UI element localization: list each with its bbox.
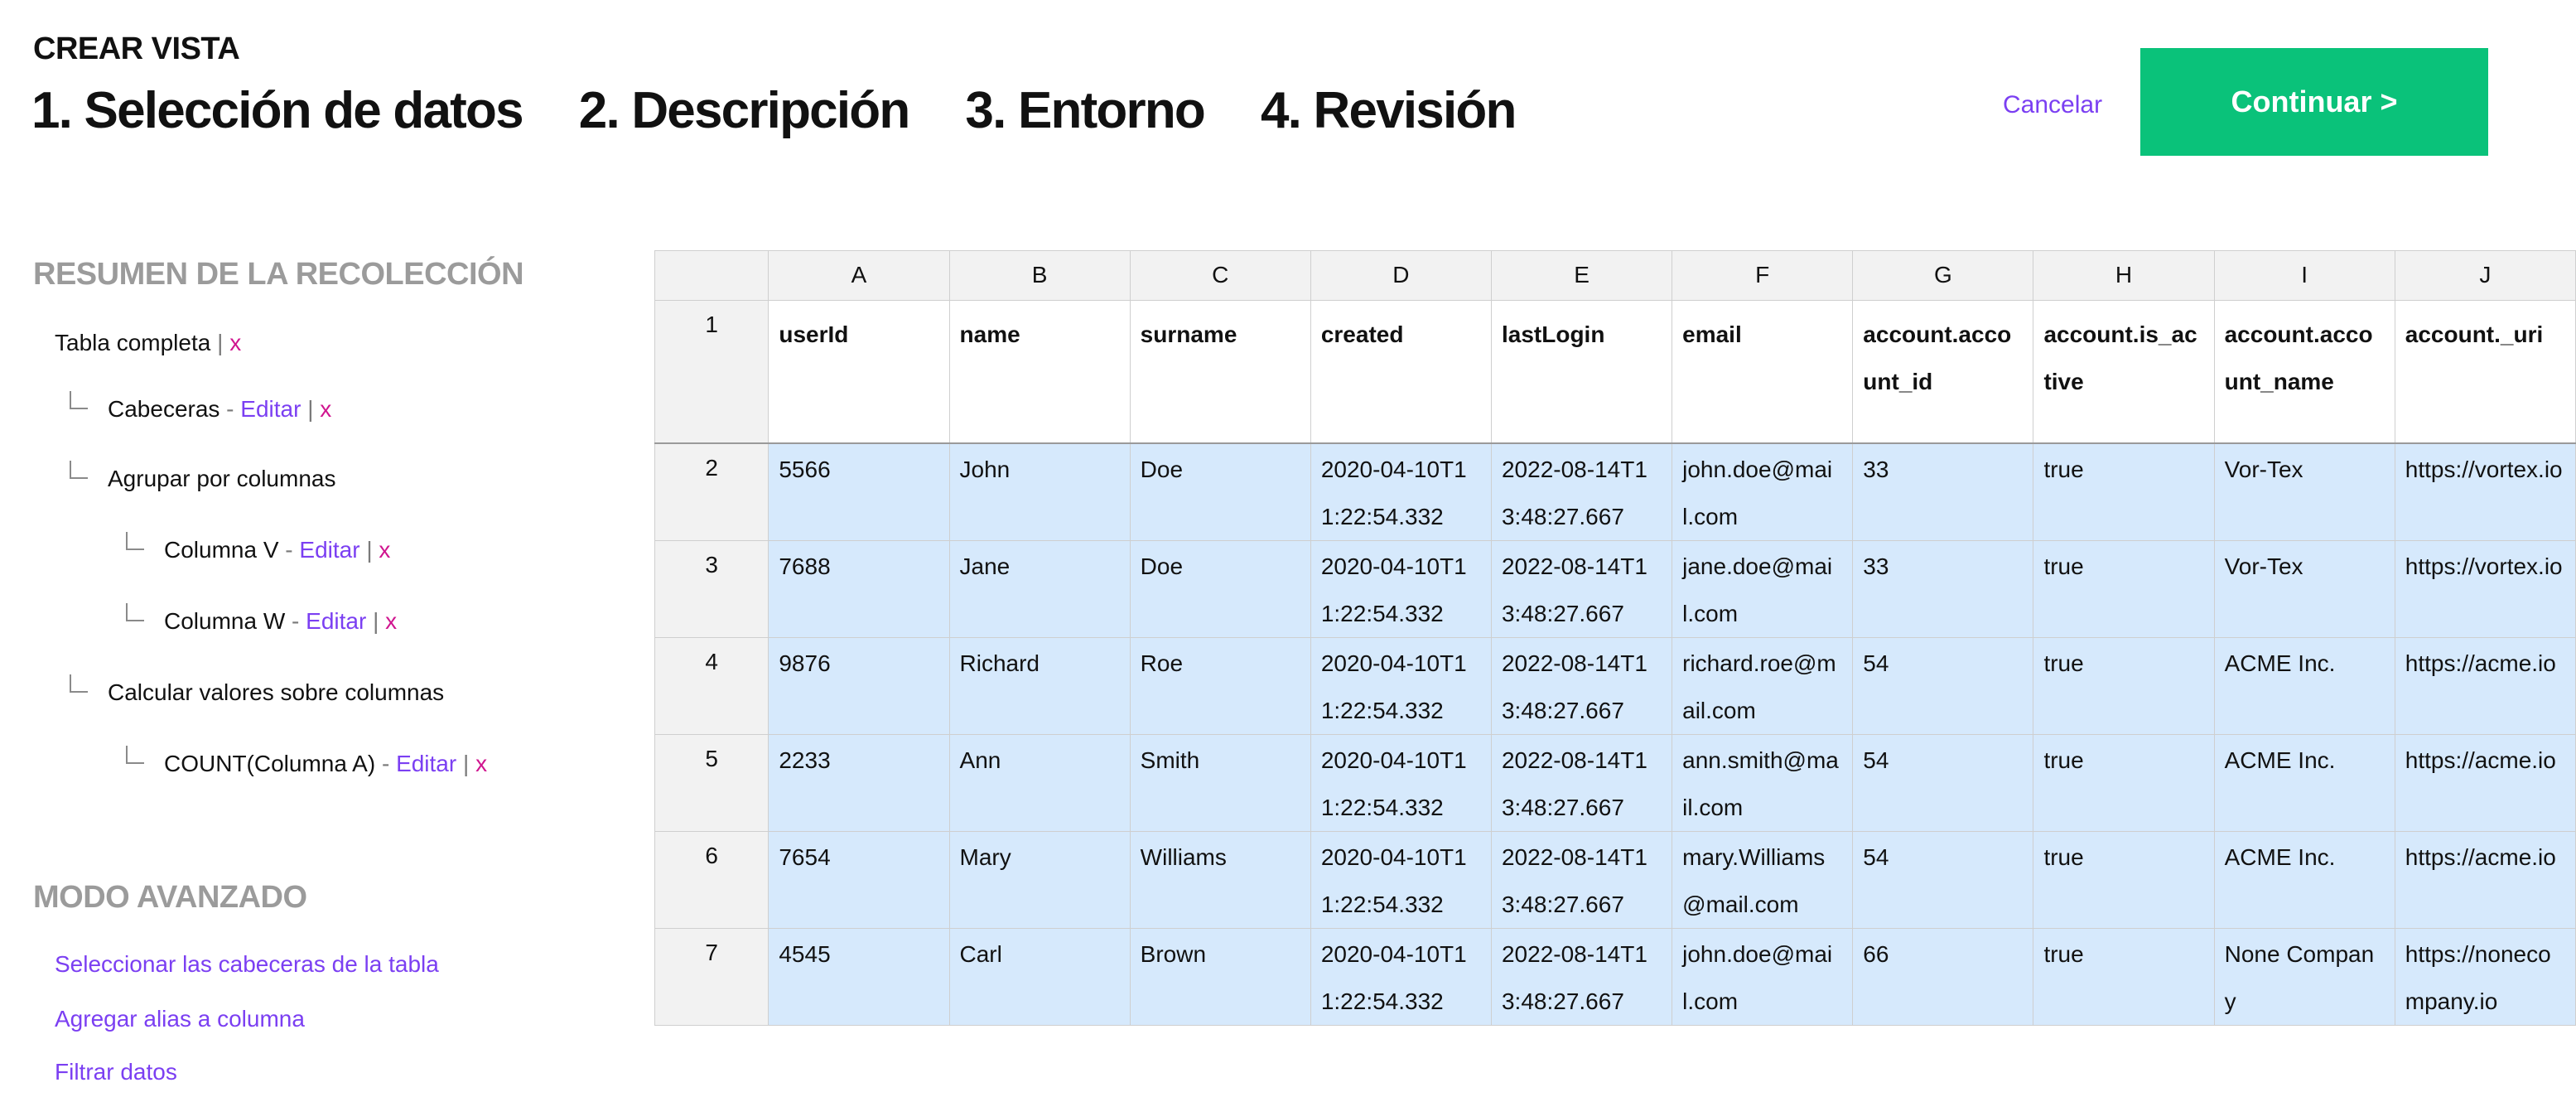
column-header-cell[interactable]: account.is_active [2033, 301, 2214, 443]
row-number[interactable]: 5 [655, 734, 769, 831]
row-number[interactable]: 4 [655, 637, 769, 734]
row-number[interactable]: 7 [655, 928, 769, 1025]
page-label: CREAR VISTA [33, 31, 240, 66]
summary-item [164, 608, 397, 635]
tree-connector-icon [70, 674, 88, 693]
column-letter-header[interactable]: I [2214, 251, 2395, 301]
table-row [655, 928, 2576, 1025]
remove-icon[interactable]: x [320, 396, 332, 422]
column-letter-header[interactable]: G [1853, 251, 2033, 301]
summary-item [108, 466, 335, 492]
summary-item-label: Agrupar por columnas [108, 466, 336, 491]
table-cell[interactable]: 54 [1853, 734, 2033, 831]
table-cell[interactable]: https://vortex.io [2395, 540, 2575, 637]
column-header-cell[interactable]: name [949, 301, 1130, 443]
table-cell[interactable]: 54 [1853, 637, 2033, 734]
table-cell[interactable]: 2022-08-14T13:48:27.667 [1491, 443, 1672, 541]
edit-link[interactable]: Editar [240, 396, 301, 422]
table-cell[interactable]: john.doe@mail.com [1672, 443, 1853, 541]
separator-pipe: | [301, 396, 321, 422]
summary-item [55, 330, 241, 356]
table-cell[interactable]: Jane [949, 540, 1130, 637]
table-cell[interactable]: https://acme.io [2395, 831, 2575, 928]
table-cell[interactable]: ann.smith@mail.com [1672, 734, 1853, 831]
column-header-cell[interactable]: created [1310, 301, 1491, 443]
table-cell[interactable]: Carl [949, 928, 1130, 1025]
column-header-cell[interactable]: lastLogin [1491, 301, 1672, 443]
table-cell[interactable]: Smith [1130, 734, 1310, 831]
table-cell[interactable]: https://nonecompany.io [2395, 928, 2575, 1025]
column-header-cell[interactable]: account.account_name [2214, 301, 2395, 443]
column-header-cell[interactable]: account.account_id [1853, 301, 2033, 443]
edit-link[interactable]: Editar [299, 537, 360, 563]
table-row [655, 637, 2576, 734]
tree-connector-icon [126, 746, 144, 764]
table-cell[interactable]: Vor-Tex [2214, 443, 2395, 541]
table-cell[interactable]: 5566 [769, 443, 949, 541]
remove-icon[interactable]: x [475, 751, 488, 776]
step-description[interactable]: 2. Descripción [578, 82, 909, 139]
table-cell[interactable]: true [2033, 734, 2214, 831]
tree-connector-icon [126, 532, 144, 550]
table-cell[interactable]: ACME Inc. [2214, 637, 2395, 734]
continue-button[interactable]: Continuar > [2140, 48, 2488, 156]
table-cell[interactable]: richard.roe@mail.com [1672, 637, 1853, 734]
table-cell[interactable]: Williams [1130, 831, 1310, 928]
remove-icon[interactable]: x [385, 608, 398, 634]
column-header-cell[interactable]: surname [1130, 301, 1310, 443]
table-cell[interactable]: 2022-08-14T13:48:27.667 [1491, 637, 1672, 734]
grid-corner-cell[interactable] [655, 251, 769, 301]
row-number[interactable]: 6 [655, 831, 769, 928]
table-cell[interactable]: Richard [949, 637, 1130, 734]
row-number[interactable]: 3 [655, 540, 769, 637]
table-cell[interactable]: 2022-08-14T13:48:27.667 [1491, 928, 1672, 1025]
table-cell[interactable]: 2022-08-14T13:48:27.667 [1491, 734, 1672, 831]
column-letter-header[interactable]: E [1491, 251, 1672, 301]
table-cell[interactable]: https://acme.io [2395, 734, 2575, 831]
table-cell[interactable]: 2020-04-10T11:22:54.332 [1310, 734, 1491, 831]
column-letter-header[interactable]: D [1310, 251, 1491, 301]
table-cell[interactable]: john.doe@mail.com [1672, 928, 1853, 1025]
table-cell[interactable]: mary.Williams@mail.com [1672, 831, 1853, 928]
separator-dash: - [278, 537, 300, 563]
table-cell[interactable]: John [949, 443, 1130, 541]
column-letter-header[interactable]: C [1130, 251, 1310, 301]
advanced-mode-title: MODO AVANZADO [33, 880, 307, 915]
table-cell[interactable]: https://vortex.io [2395, 443, 2575, 541]
column-letters-row [655, 251, 2576, 301]
table-cell[interactable]: 2020-04-10T11:22:54.332 [1310, 831, 1491, 928]
table-row [655, 540, 2576, 637]
table-cell[interactable]: 4545 [769, 928, 949, 1025]
remove-icon[interactable]: x [229, 330, 242, 355]
table-row [655, 443, 2576, 541]
table-cell[interactable]: 33 [1853, 540, 2033, 637]
separator-pipe: | [359, 537, 379, 563]
tree-connector-icon [70, 461, 88, 479]
column-letter-header[interactable]: A [769, 251, 949, 301]
table-cell[interactable]: Doe [1130, 540, 1310, 637]
summary-item-label: Tabla completa [55, 330, 211, 355]
table-cell[interactable]: Roe [1130, 637, 1310, 734]
table-cell[interactable]: 7688 [769, 540, 949, 637]
row-number[interactable]: 2 [655, 443, 769, 541]
tree-connector-icon [126, 603, 144, 621]
table-cell[interactable]: 2020-04-10T11:22:54.332 [1310, 443, 1491, 541]
column-letter-header[interactable]: B [949, 251, 1130, 301]
row-number[interactable]: 1 [655, 301, 769, 443]
summary-item [164, 751, 487, 777]
table-cell[interactable]: Mary [949, 831, 1130, 928]
table-cell[interactable]: true [2033, 831, 2214, 928]
data-grid [654, 250, 2563, 1021]
summary-item-label: Calcular valores sobre columnas [108, 679, 445, 705]
step-review[interactable]: 4. Revisión [1260, 82, 1516, 139]
table-cell[interactable]: true [2033, 637, 2214, 734]
table-cell[interactable]: 2020-04-10T11:22:54.332 [1310, 928, 1491, 1025]
table-row [655, 734, 2576, 831]
separator-pipe: | [210, 330, 230, 355]
add-column-alias-link[interactable]: Agregar alias a columna [55, 1006, 305, 1032]
table-cell[interactable]: jane.doe@mail.com [1672, 540, 1853, 637]
summary-item [108, 396, 331, 423]
table-cell[interactable]: true [2033, 928, 2214, 1025]
table-cell[interactable]: 9876 [769, 637, 949, 734]
table-cell[interactable]: true [2033, 540, 2214, 637]
select-table-headers-link[interactable]: Seleccionar las cabeceras de la tabla [55, 951, 439, 977]
separator-dash: - [219, 396, 241, 422]
table-cell[interactable]: https://acme.io [2395, 637, 2575, 734]
step-environment[interactable]: 3. Entorno [965, 82, 1204, 139]
edit-link[interactable]: Editar [396, 751, 457, 776]
summary-title: RESUMEN DE LA RECOLECCIÓN [33, 257, 524, 292]
table-cell[interactable]: ACME Inc. [2214, 831, 2395, 928]
table-cell[interactable]: None Company [2214, 928, 2395, 1025]
table-cell[interactable]: ACME Inc. [2214, 734, 2395, 831]
separator-dash: - [375, 751, 397, 776]
separator-dash: - [285, 608, 306, 634]
column-header-cell[interactable]: userId [769, 301, 949, 443]
table-cell[interactable]: Brown [1130, 928, 1310, 1025]
table-cell[interactable]: Doe [1130, 443, 1310, 541]
summary-item-label: COUNT(Columna A) [164, 751, 376, 776]
table-cell[interactable]: 2233 [769, 734, 949, 831]
table-cell[interactable]: Ann [949, 734, 1130, 831]
table-cell[interactable]: 54 [1853, 831, 2033, 928]
column-header-cell[interactable]: account._uri [2395, 301, 2575, 443]
table-cell[interactable]: 2022-08-14T13:48:27.667 [1491, 831, 1672, 928]
table-cell[interactable]: 2022-08-14T13:48:27.667 [1491, 540, 1672, 637]
column-letter-header[interactable]: J [2395, 251, 2575, 301]
edit-link[interactable]: Editar [306, 608, 367, 634]
summary-item-label: Cabeceras [108, 396, 220, 422]
table-row [655, 831, 2576, 928]
column-header-cell[interactable]: email [1672, 301, 1853, 443]
table-cell[interactable]: 2020-04-10T11:22:54.332 [1310, 637, 1491, 734]
summary-item [108, 679, 444, 706]
table-cell[interactable]: 66 [1853, 928, 2033, 1025]
header-row [655, 301, 2576, 443]
wizard-steps [31, 81, 1516, 140]
spreadsheet-table [654, 250, 2576, 1026]
summary-item [164, 537, 390, 563]
column-letter-header[interactable]: H [2033, 251, 2214, 301]
table-cell[interactable]: 7654 [769, 831, 949, 928]
table-cell[interactable]: 2020-04-10T11:22:54.332 [1310, 540, 1491, 637]
table-cell[interactable]: 33 [1853, 443, 2033, 541]
summary-item-label: Columna W [164, 608, 286, 634]
summary-item-label: Columna V [164, 537, 279, 563]
separator-pipe: | [366, 608, 386, 634]
table-cell[interactable]: true [2033, 443, 2214, 541]
separator-pipe: | [456, 751, 476, 776]
tree-connector-icon [70, 391, 88, 409]
filter-data-link[interactable]: Filtrar datos [55, 1059, 177, 1085]
cancel-button[interactable]: Cancelar [2003, 91, 2103, 118]
remove-icon[interactable]: x [379, 537, 391, 563]
step-data-selection[interactable]: 1. Selección de datos [31, 82, 523, 139]
column-letter-header[interactable]: F [1672, 251, 1853, 301]
table-cell[interactable]: Vor-Tex [2214, 540, 2395, 637]
